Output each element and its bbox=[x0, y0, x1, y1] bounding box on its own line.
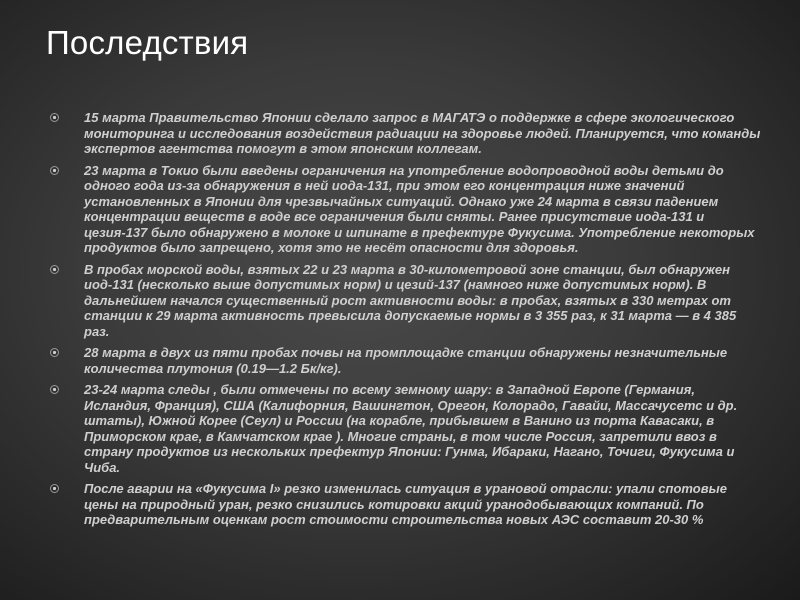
list-item bbox=[50, 382, 762, 475]
circle-bullet-icon bbox=[50, 348, 59, 357]
circle-bullet-icon bbox=[50, 166, 59, 175]
circle-bullet-icon bbox=[50, 484, 59, 493]
bullet-text: 23 марта в Токио были введены ограничения на употребление водопроводной воды детьми до одного года из-за обнаружения в ней иода-131, при этом его концентрация ниже значений установленных в Японии для чрезвычайных ситуаций. Однако уже 24 марта в связи падением концентрации веществ в воде все ограничения были сняты. Ранее присутствие иода-131 и цезия-137 было обнаружено в молоке и шпинате в префектуре Фукусима. Употребление некоторых продуктов было запрещено, хотя это не несёт опасности для здоровья. bbox=[84, 162, 755, 255]
circle-bullet-icon bbox=[50, 265, 59, 274]
bullet-text: 23-24 марта следы , были отмечены по всему земному шару: в Западной Европе (Германия, Исландия, Франция), США (Калифорния, Вашингтон, Орегон, Колорадо, Гавайи, Массачусетс и др. штаты), Южной Корее (Сеул) и России (на корабле, прибывшем в Ванино из порта Кавасаки, в Приморском крае, в Камчатском крае ). Многие страны, в том числе Россия, запретили ввоз в страну продуктов из нескольких префектур Японии: Гунма, Ибараки, Нагано, Точиги, Фукусима и Чиба. bbox=[84, 382, 738, 475]
circle-bullet-icon bbox=[50, 385, 59, 394]
list-item bbox=[50, 262, 762, 340]
circle-bullet-icon bbox=[50, 113, 59, 122]
bullet-text: 28 марта в двух из пяти пробах почвы на промплощадке станции обнаружены незначительные количества плутония (0.19—1.2 Бк/кг). bbox=[84, 345, 728, 376]
bullet-text: В пробах морской воды, взятых 22 и 23 марта в 30-километровой зоне станции, был обнаружен иод-131 (несколько выше допустимых норм) и цезий-137 (намного ниже допустимых норм). В дальнейшем начался существенный рост активности воды: в пробах, взятых в 330 метрах от станции к 29 марта активность превысила допускаемые нормы в 3 355 раз, к 31 марта — в 4 385 раз. bbox=[84, 261, 737, 339]
list-item bbox=[50, 345, 762, 376]
list-item bbox=[50, 163, 762, 256]
list-item bbox=[50, 110, 762, 157]
bullet-list bbox=[50, 110, 762, 534]
bullet-text: После аварии на «Фукусима I» резко изменилась ситуация в урановой отрасли: упали спотовые цены на природный уран, резко снизились котировки акций уранодобывающих компаний. По предварительным оценкам рост стоимости строительства новых АЭС составит 20-30 % bbox=[84, 481, 727, 527]
bullet-text: 15 марта Правительство Японии сделало запрос в МАГАТЭ о поддержке в сфере экологического мониторинга и исследования воздействия радиации на здоровье людей. Планируется, что команды экспертов агентства помогут в этом японским коллегам. bbox=[84, 110, 761, 156]
list-item bbox=[50, 481, 762, 528]
slide-title: Последствия bbox=[46, 24, 249, 61]
